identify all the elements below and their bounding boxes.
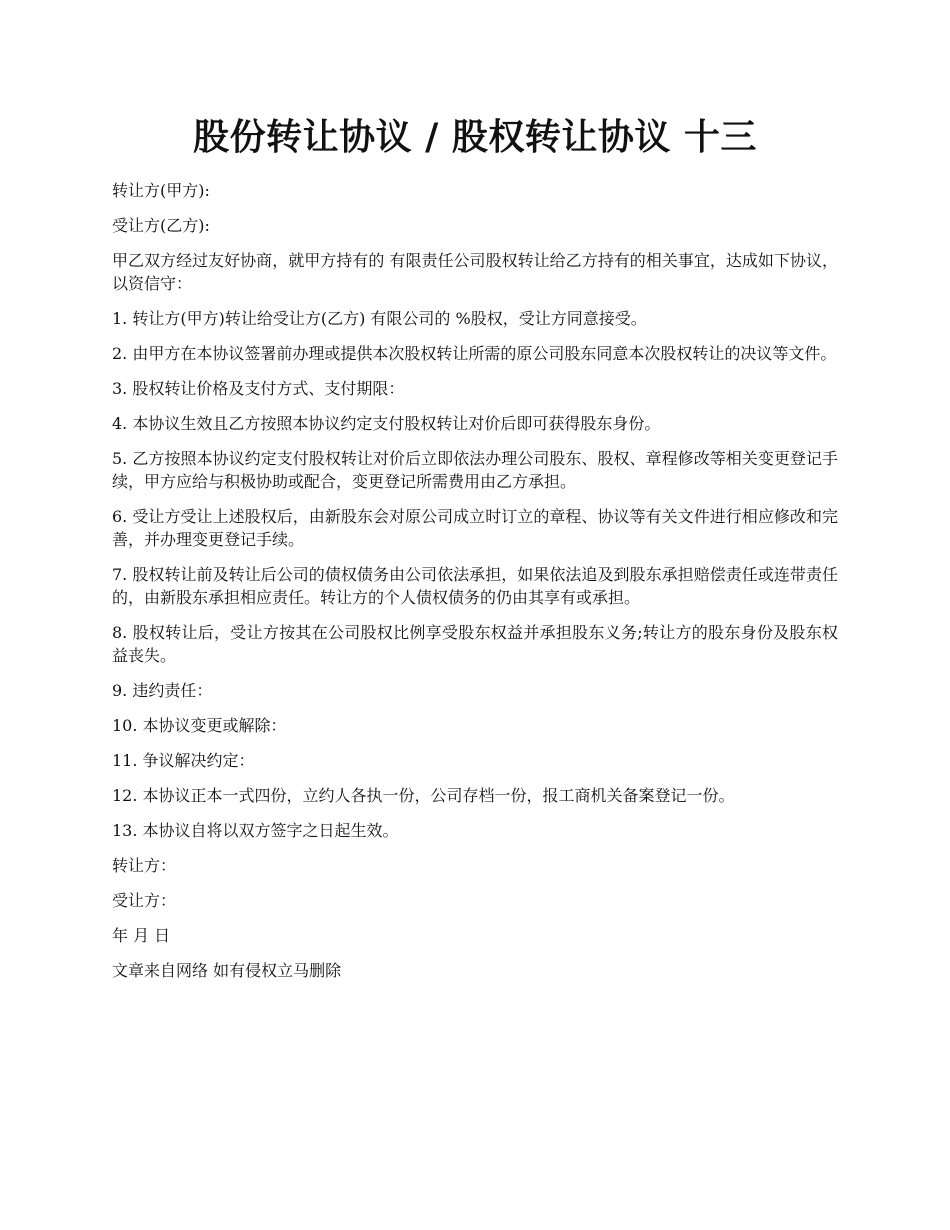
clause-12: 12. 本协议正本一式四份，立约人各执一份，公司存档一份，报工商机关备案登记一份。 [112, 786, 735, 805]
clause-11: 11. 争议解决约定： [112, 751, 255, 770]
clause-13: 13. 本协议自将以双方签字之日起生效。 [112, 821, 399, 840]
document-title: 股份转让协议 / 股权转让协议 十三 [193, 116, 757, 158]
clause-1: 1. 转让方(甲方)转让给受让方(乙方) 有限公司的 %股权，受让方同意接受。 [112, 309, 647, 328]
date-line: 年 月 日 [112, 926, 171, 945]
clause-8: 8. 股权转让后，受让方按其在公司股权比例享受股东权益并承担股东义务;转让方的股东身份及股东权益丧失。 [112, 623, 838, 665]
clause-9: 9. 违约责任： [112, 681, 213, 700]
clause-3: 3. 股权转让价格及支付方式、支付期限： [112, 379, 405, 398]
clause-7: 7. 股权转让前及转让后公司的债权债务由公司依法承担，如果依法追及到股东承担赔偿责任或连带责任的，由新股东承担相应责任。转让方的个人债权债务的仍由其享有或承担。 [112, 565, 838, 607]
transferor-signature-line: 转让方： [112, 856, 177, 875]
document-body [112, 179, 838, 982]
party-b-line: 受让方(乙方): [112, 216, 210, 235]
party-a-line: 转让方(甲方): [112, 181, 210, 200]
clause-4: 4. 本协议生效且乙方按照本协议约定支付股权转让对价后即可获得股东身份。 [112, 414, 661, 433]
clause-5: 5. 乙方按照本协议约定支付股权转让对价后立即依法办理公司股东、股权、章程修改等相关变更登记手续，甲方应给与积极协助或配合，变更登记所需费用由乙方承担。 [112, 449, 838, 491]
preamble-paragraph: 甲乙双方经过友好协商，就甲方持有的 有限责任公司股权转让给乙方持有的相关事宜，达成如下协议，以资信守： [112, 251, 838, 293]
clause-2: 2. 由甲方在本协议签署前办理或提供本次股权转让所需的原公司股东同意本次股权转让的决议等文件。 [112, 344, 837, 363]
clause-10: 10. 本协议变更或解除： [112, 716, 287, 735]
transferee-signature-line: 受让方： [112, 891, 177, 910]
source-disclaimer: 文章来自网络 如有侵权立马删除 [112, 961, 342, 980]
clause-6: 6. 受让方受让上述股权后，由新股东会对原公司成立时订立的章程、协议等有关文件进行相应修改和完善，并办理变更登记手续。 [112, 507, 838, 549]
